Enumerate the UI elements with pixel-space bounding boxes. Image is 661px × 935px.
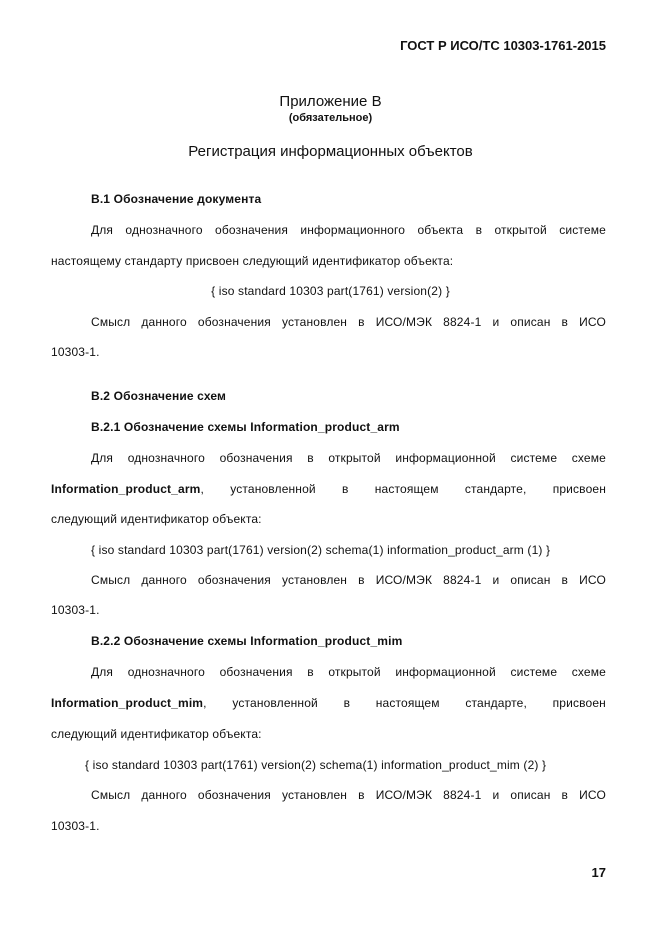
word: 8824-1 (443, 788, 482, 802)
word: системе (559, 223, 606, 237)
word: системе (510, 665, 558, 679)
section-title: Регистрация информационных объектов (188, 143, 473, 160)
b22-para2-line2: 10303-1. (51, 819, 100, 833)
word: информационной (395, 451, 496, 465)
word: ИСО/МЭК (375, 788, 433, 802)
word: в (358, 315, 365, 329)
b21-heading: В.2.1 Обозначение схемы Information_product_arm (91, 420, 400, 434)
word: в (307, 665, 314, 679)
word: Для (91, 451, 114, 465)
word: стандарте, (465, 696, 527, 710)
word: и (492, 788, 500, 802)
word: открытой (494, 223, 547, 237)
word: в (341, 482, 349, 496)
b1-para1-line1 (91, 223, 606, 237)
word: установлен (281, 315, 348, 329)
b21-para1-line1 (91, 451, 606, 465)
page-number: 17 (591, 865, 606, 880)
word: и (492, 573, 500, 587)
word: и (492, 315, 500, 329)
word: открытой (328, 451, 381, 465)
word: в (561, 788, 569, 802)
word: Смысл (91, 573, 131, 587)
schema-name-mim: Information_product_mim, (51, 696, 207, 710)
word: Смысл (91, 788, 131, 802)
b22-identifier: { iso standard 10303 part(1761) version(2) schema(1) information_product_mim (2) } (85, 758, 547, 772)
word: данного (141, 573, 187, 587)
word: обозначения (197, 573, 271, 587)
word: объекта (417, 223, 464, 237)
word: ИСО/МЭК (375, 315, 433, 329)
word: обозначения (215, 223, 289, 237)
b22-para1-line3: следующий идентификатор объекта: (51, 727, 262, 741)
b22-para1-line2 (51, 696, 606, 710)
b1-identifier: { iso standard 10303 part(1761) version(2) } (211, 284, 450, 298)
word: описан (510, 573, 551, 587)
word: данного (141, 315, 187, 329)
word: в (358, 788, 365, 802)
word: однозначного (125, 223, 203, 237)
b21-para2-line1 (91, 573, 606, 587)
word: в (561, 573, 569, 587)
word: Для (91, 665, 114, 679)
document-code: ГОСТ Р ИСО/ТС 10303-1761-2015 (400, 38, 606, 53)
word: обозначения (197, 788, 271, 802)
b22-para1-line1 (91, 665, 606, 679)
word: ИСО/МЭК (375, 573, 433, 587)
word: информационного (300, 223, 406, 237)
b21-identifier: { iso standard 10303 part(1761) version(2) schema(1) information_product_arm (1) } (91, 543, 551, 557)
word: описан (510, 788, 551, 802)
b21-para1-line3: следующий идентификатор объекта: (51, 512, 262, 526)
appendix-title: Приложение В (279, 93, 382, 110)
word: в (358, 573, 365, 587)
word: присвоен (552, 482, 606, 496)
word: схеме (571, 665, 606, 679)
b1-heading: В.1 Обозначение документа (91, 192, 262, 206)
word: установленной (230, 482, 316, 496)
word: ИСО (579, 573, 606, 587)
word: в (343, 696, 351, 710)
word: системе (510, 451, 558, 465)
word: обозначения (197, 315, 271, 329)
b1-para2-line2: 10303-1. (51, 345, 100, 359)
word: однозначного (127, 451, 205, 465)
schema-name-arm: Information_product_arm, (51, 482, 204, 496)
word: настоящем (375, 696, 440, 710)
b2-heading: В.2 Обозначение схем (91, 389, 227, 403)
word: однозначного (127, 665, 205, 679)
word: информационной (395, 665, 496, 679)
word: ИСО (579, 788, 606, 802)
b21-para1-line2 (51, 482, 606, 496)
word: открытой (328, 665, 381, 679)
appendix-subtitle: (обязательное) (288, 112, 373, 124)
word: обозначения (219, 665, 293, 679)
word: ИСО (579, 315, 606, 329)
word: установленной (232, 696, 318, 710)
word: Для (91, 223, 114, 237)
word: описан (510, 315, 551, 329)
word: стандарте, (464, 482, 527, 496)
word: установлен (281, 788, 348, 802)
word: в (307, 451, 314, 465)
word: схеме (571, 451, 606, 465)
word: Смысл (91, 315, 131, 329)
word: в (561, 315, 569, 329)
b22-heading: В.2.2 Обозначение схемы Information_product_mim (91, 634, 403, 648)
word: 8824-1 (443, 573, 482, 587)
word: установлен (281, 573, 348, 587)
b1-para1-line2: настоящему стандарту присвоен следующий идентификатор объекта: (51, 254, 454, 268)
word: данного (141, 788, 187, 802)
word: присвоен (552, 696, 606, 710)
b21-para2-line2: 10303-1. (51, 603, 100, 617)
word: 8824-1 (443, 315, 482, 329)
word: настоящем (374, 482, 439, 496)
b22-para2-line1 (91, 788, 606, 802)
word: обозначения (219, 451, 293, 465)
word: в (475, 223, 483, 237)
b1-para2-line1 (91, 315, 606, 329)
